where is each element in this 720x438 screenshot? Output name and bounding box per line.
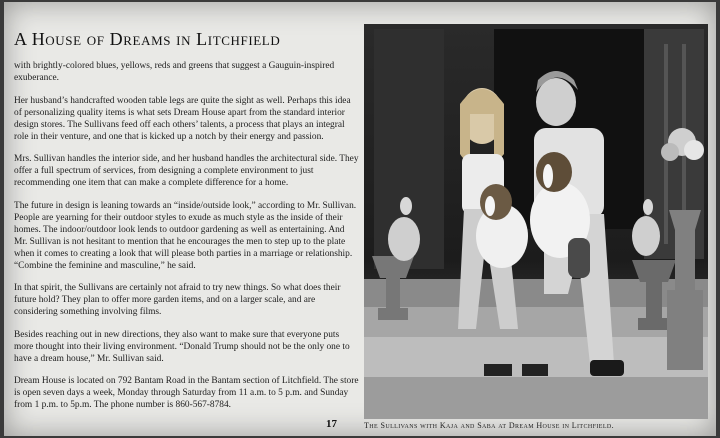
body-paragraph: In that spirit, the Sullivans are certainly not afraid to try new things. So what does their future hold? They plan to offer more garden items, and on a larger scale, and are considering something involving films. xyxy=(14,283,341,317)
body-paragraph: The future in design is leaning towards an “inside/outside look,” according to Mr. Sullivan. People are yearning for their outdoor styles to exude as much style as the inside of their homes. The indoor/outdoor look lends to outdoor gardening as well as entertaining. And Mr. Sullivan is not hesitant to mention that he encourages the men to step up to the plate when it comes to creating a look that will please both parties in a marriage or relationship. “Combine the feminine and masculine,” he said. xyxy=(14,200,357,271)
body-paragraph: with brightly-colored blues, yellows, reds and greens that suggest a Gauguin-inspired exuberance. xyxy=(14,61,335,83)
photo-caption: The Sullivans with Kaja and Saba at Dream House in Litchfield. xyxy=(364,421,615,430)
photo-illustration xyxy=(364,24,708,419)
body-paragraph: Mrs. Sullivan handles the interior side, and her husband handles the architectural side. They offer a full spectrum of services, from designing a complete environment to just recommending one item that can make a complete difference for a home. xyxy=(14,154,359,188)
magazine-page xyxy=(4,2,716,436)
article-headline: A House of Dreams in Litchfield xyxy=(14,29,281,49)
article-body xyxy=(14,60,359,422)
couple-with-dogs-photo xyxy=(364,24,708,419)
page-number: 17 xyxy=(326,418,337,430)
body-paragraph: Besides reaching out in new directions, they also want to make sure that everyone puts more thought into their living environment. “Donald Trump should not be the only one to have a dream house,” Mr. Sullivan said. xyxy=(14,329,350,364)
body-paragraph: Her husband’s handcrafted wooden table legs are quite the sight as well. Perhaps this idea of personalizing quality items is what sets Dream House apart from the standard interior design stores. The Sullivans feed off each others’ talents, a process that plays an integral role in their venture, and one that is kicked up a notch by their energy and passion. xyxy=(14,95,351,142)
body-paragraph: Dream House is located on 792 Bantam Road in the Bantam section of Litchfield. The store is open seven days a week, Monday through Saturday from 11 a.m. to 5 p.m. and Sunday from 1 p.m. to 5p.m. The phone number is 860-567-8784. xyxy=(14,376,359,410)
